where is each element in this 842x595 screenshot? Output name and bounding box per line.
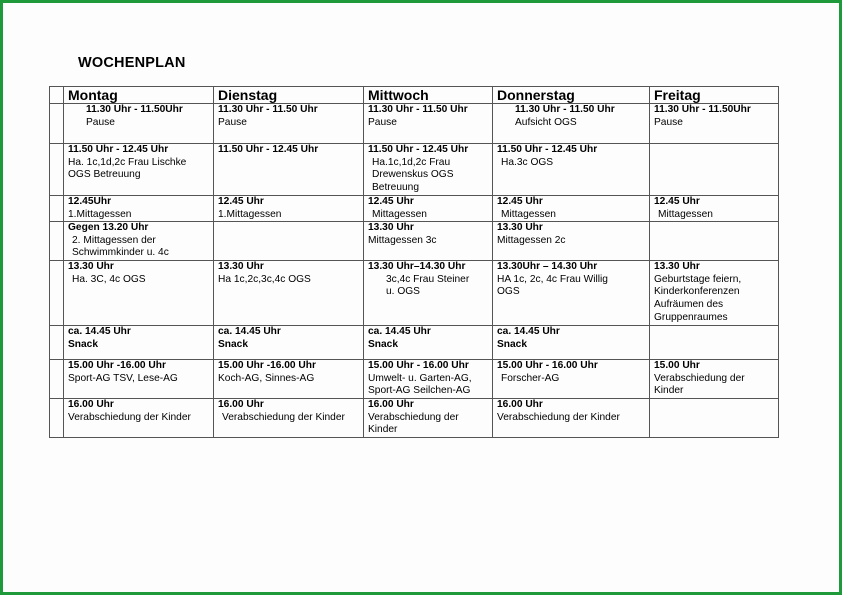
- cell-text: Pause: [654, 116, 683, 128]
- spacer-cell: [50, 326, 64, 360]
- cell-text: Forscher-AG: [501, 372, 560, 384]
- spacer-cell: [50, 104, 64, 144]
- schedule-cell: [214, 222, 364, 261]
- cell-time: 11.30 Uhr - 11.50 Uhr: [218, 104, 318, 115]
- table-row: [50, 196, 779, 222]
- cell-text: Ha. 1c,1d,2c Frau Lischke OGS Betreuung: [68, 156, 187, 181]
- cell-text: Ha. 3C, 4c OGS: [72, 273, 146, 285]
- schedule-cell: [493, 144, 650, 196]
- schedule-cell: [493, 261, 650, 326]
- schedule-cell: [214, 104, 364, 144]
- cell-time: 11.50 Uhr - 12.45 Uhr: [68, 144, 169, 155]
- cell-text: Verabschiedung der Kinder: [222, 411, 345, 423]
- cell-text: 1.Mittagessen: [68, 208, 132, 220]
- cell-text: Mittagessen: [658, 208, 713, 220]
- cell-time: 11.50 Uhr - 12.45 Uhr: [218, 144, 319, 155]
- schedule-cell: [364, 399, 493, 438]
- schedule-cell: [214, 326, 364, 360]
- cell-text: HA 1c, 2c, 4c Frau Willig OGS: [497, 273, 608, 298]
- cell-text: Verabschiedung der Kinder: [68, 411, 191, 423]
- table-row: [50, 360, 779, 399]
- schedule-cell: [64, 360, 214, 399]
- schedule-cell: [650, 399, 779, 438]
- spacer-cell: [50, 360, 64, 399]
- cell-time: 11.30 Uhr - 11.50Uhr: [654, 104, 751, 115]
- schedule-cell: [214, 399, 364, 438]
- cell-time: 11.30 Uhr - 11.50 Uhr: [368, 104, 468, 115]
- cell-time: ca. 14.45 Uhr: [68, 326, 131, 338]
- schedule-cell: [214, 144, 364, 196]
- schedule-cell: [493, 360, 650, 399]
- cell-text: Geburtstage feiern, Kinderkonferenzen Aufräumen des Gruppenraumes: [654, 273, 742, 323]
- cell-text: Mittagessen: [372, 208, 427, 220]
- schedule-cell: [650, 261, 779, 326]
- cell-time: 13.30 Uhr: [497, 222, 543, 234]
- cell-time: 15.00 Uhr - 16.00 Uhr: [368, 360, 469, 372]
- cell-text: Snack: [68, 338, 99, 350]
- schedule-cell: [364, 104, 493, 144]
- table-row: [50, 144, 779, 196]
- cell-text: 3c,4c Frau Steiner u. OGS: [386, 273, 470, 298]
- cell-text: Umwelt- u. Garten-AG, Sport-AG Seilchen-AG: [368, 372, 472, 397]
- cell-time: 12.45 Uhr: [218, 196, 264, 207]
- cell-time: 15.00 Uhr: [654, 360, 700, 372]
- table-row: [50, 261, 779, 326]
- schedule-cell: [364, 222, 493, 261]
- schedule-cell: [650, 144, 779, 196]
- day-header-freitag: Freitag: [650, 87, 779, 104]
- schedule-cell: [64, 222, 214, 261]
- day-header-montag: Montag: [64, 87, 214, 104]
- schedule-cell: [364, 261, 493, 326]
- schedule-cell: [364, 360, 493, 399]
- cell-time: 13.30 Uhr: [654, 261, 700, 273]
- spacer-cell: [50, 87, 64, 104]
- page-title: WOCHENPLAN: [78, 55, 186, 71]
- cell-text: Sport-AG TSV, Lese-AG: [68, 372, 178, 384]
- cell-time: 11.50 Uhr - 12.45 Uhr: [368, 144, 469, 155]
- header-row: [50, 87, 779, 104]
- schedule-cell: [64, 144, 214, 196]
- cell-text: Verabschiedung der Kinder: [654, 372, 745, 397]
- spacer-cell: [50, 261, 64, 326]
- cell-time: 16.00 Uhr: [497, 399, 543, 411]
- schedule-cell: [364, 326, 493, 360]
- cell-text: Snack: [368, 338, 399, 350]
- schedule-cell: [493, 104, 650, 144]
- schedule-cell: [64, 196, 214, 222]
- cell-time: 15.00 Uhr -16.00 Uhr: [218, 360, 316, 372]
- spacer-cell: [50, 399, 64, 438]
- cell-time: 16.00 Uhr: [368, 399, 414, 411]
- cell-time: 12.45 Uhr: [368, 196, 414, 207]
- schedule-cell: [64, 399, 214, 438]
- spacer-cell: [50, 196, 64, 222]
- cell-time: ca. 14.45 Uhr: [497, 326, 560, 338]
- schedule-cell: [493, 196, 650, 222]
- cell-time: 12.45 Uhr: [654, 196, 700, 207]
- spacer-cell: [50, 144, 64, 196]
- weekly-plan-table: [49, 86, 779, 438]
- table-row: [50, 326, 779, 360]
- schedule-cell: [650, 326, 779, 360]
- cell-text: Pause: [368, 116, 397, 128]
- day-header-dienstag: Dienstag: [214, 87, 364, 104]
- cell-time: 11.30 Uhr - 11.50Uhr: [86, 104, 183, 115]
- schedule-cell: [364, 144, 493, 196]
- table-row: [50, 222, 779, 261]
- cell-text: Snack: [497, 338, 528, 350]
- cell-time: 16.00 Uhr: [218, 399, 264, 411]
- cell-text: 1.Mittagessen: [218, 208, 282, 220]
- schedule-cell: [64, 104, 214, 144]
- schedule-cell: [214, 261, 364, 326]
- spacer-cell: [50, 222, 64, 261]
- cell-text: Mittagessen: [501, 208, 556, 220]
- cell-time: 13.30 Uhr: [218, 261, 264, 273]
- cell-time: 13.30 Uhr: [68, 261, 114, 273]
- cell-text: Verabschiedung der Kinder: [497, 411, 620, 423]
- schedule-cell: [493, 222, 650, 261]
- cell-text: Ha.3c OGS: [501, 156, 554, 168]
- cell-text: Snack: [218, 338, 249, 350]
- schedule-cell: [650, 104, 779, 144]
- schedule-cell: [650, 360, 779, 399]
- cell-time: 15.00 Uhr -16.00 Uhr: [68, 360, 166, 372]
- cell-time: Gegen 13.20 Uhr: [68, 222, 149, 234]
- cell-time: 15.00 Uhr - 16.00 Uhr: [497, 360, 598, 372]
- day-header-mittwoch: Mittwoch: [364, 87, 493, 104]
- schedule-cell: [493, 326, 650, 360]
- cell-text: Ha.1c,1d,2c Frau Drewenskus OGS Betreuung: [372, 156, 454, 193]
- cell-time: 11.30 Uhr - 11.50 Uhr: [515, 104, 615, 115]
- schedule-cell: [214, 360, 364, 399]
- cell-text: Mittagessen 3c: [368, 234, 437, 246]
- schedule-cell: [64, 326, 214, 360]
- cell-time: ca. 14.45 Uhr: [218, 326, 281, 338]
- cell-text: Mittagessen 2c: [497, 234, 566, 246]
- cell-time: 13.30 Uhr–14.30 Uhr: [368, 261, 466, 273]
- day-header-donnerstag: Donnerstag: [493, 87, 650, 104]
- cell-time: 11.50 Uhr - 12.45 Uhr: [497, 144, 598, 155]
- cell-time: ca. 14.45 Uhr: [368, 326, 431, 338]
- cell-text: Ha 1c,2c,3c,4c OGS: [218, 273, 311, 285]
- table-row: [50, 104, 779, 144]
- cell-text: Koch-AG, Sinnes-AG: [218, 372, 315, 384]
- schedule-cell: [364, 196, 493, 222]
- schedule-cell: [650, 222, 779, 261]
- cell-time: 12.45 Uhr: [497, 196, 543, 207]
- cell-text: Aufsicht OGS: [515, 116, 577, 128]
- schedule-cell: [64, 261, 214, 326]
- cell-text: Verabschiedung der Kinder: [368, 411, 459, 436]
- cell-time: 12.45Uhr: [68, 196, 112, 207]
- schedule-cell: [493, 399, 650, 438]
- schedule-cell: [650, 196, 779, 222]
- table-row: [50, 399, 779, 438]
- cell-time: 16.00 Uhr: [68, 399, 114, 411]
- cell-text: Pause: [86, 116, 115, 128]
- cell-time: 13.30 Uhr: [368, 222, 414, 234]
- cell-time: 13.30Uhr – 14.30 Uhr: [497, 261, 598, 273]
- cell-text: Pause: [218, 116, 247, 128]
- cell-text: 2. Mittagessen der Schwimmkinder u. 4c: [72, 234, 169, 259]
- schedule-cell: [214, 196, 364, 222]
